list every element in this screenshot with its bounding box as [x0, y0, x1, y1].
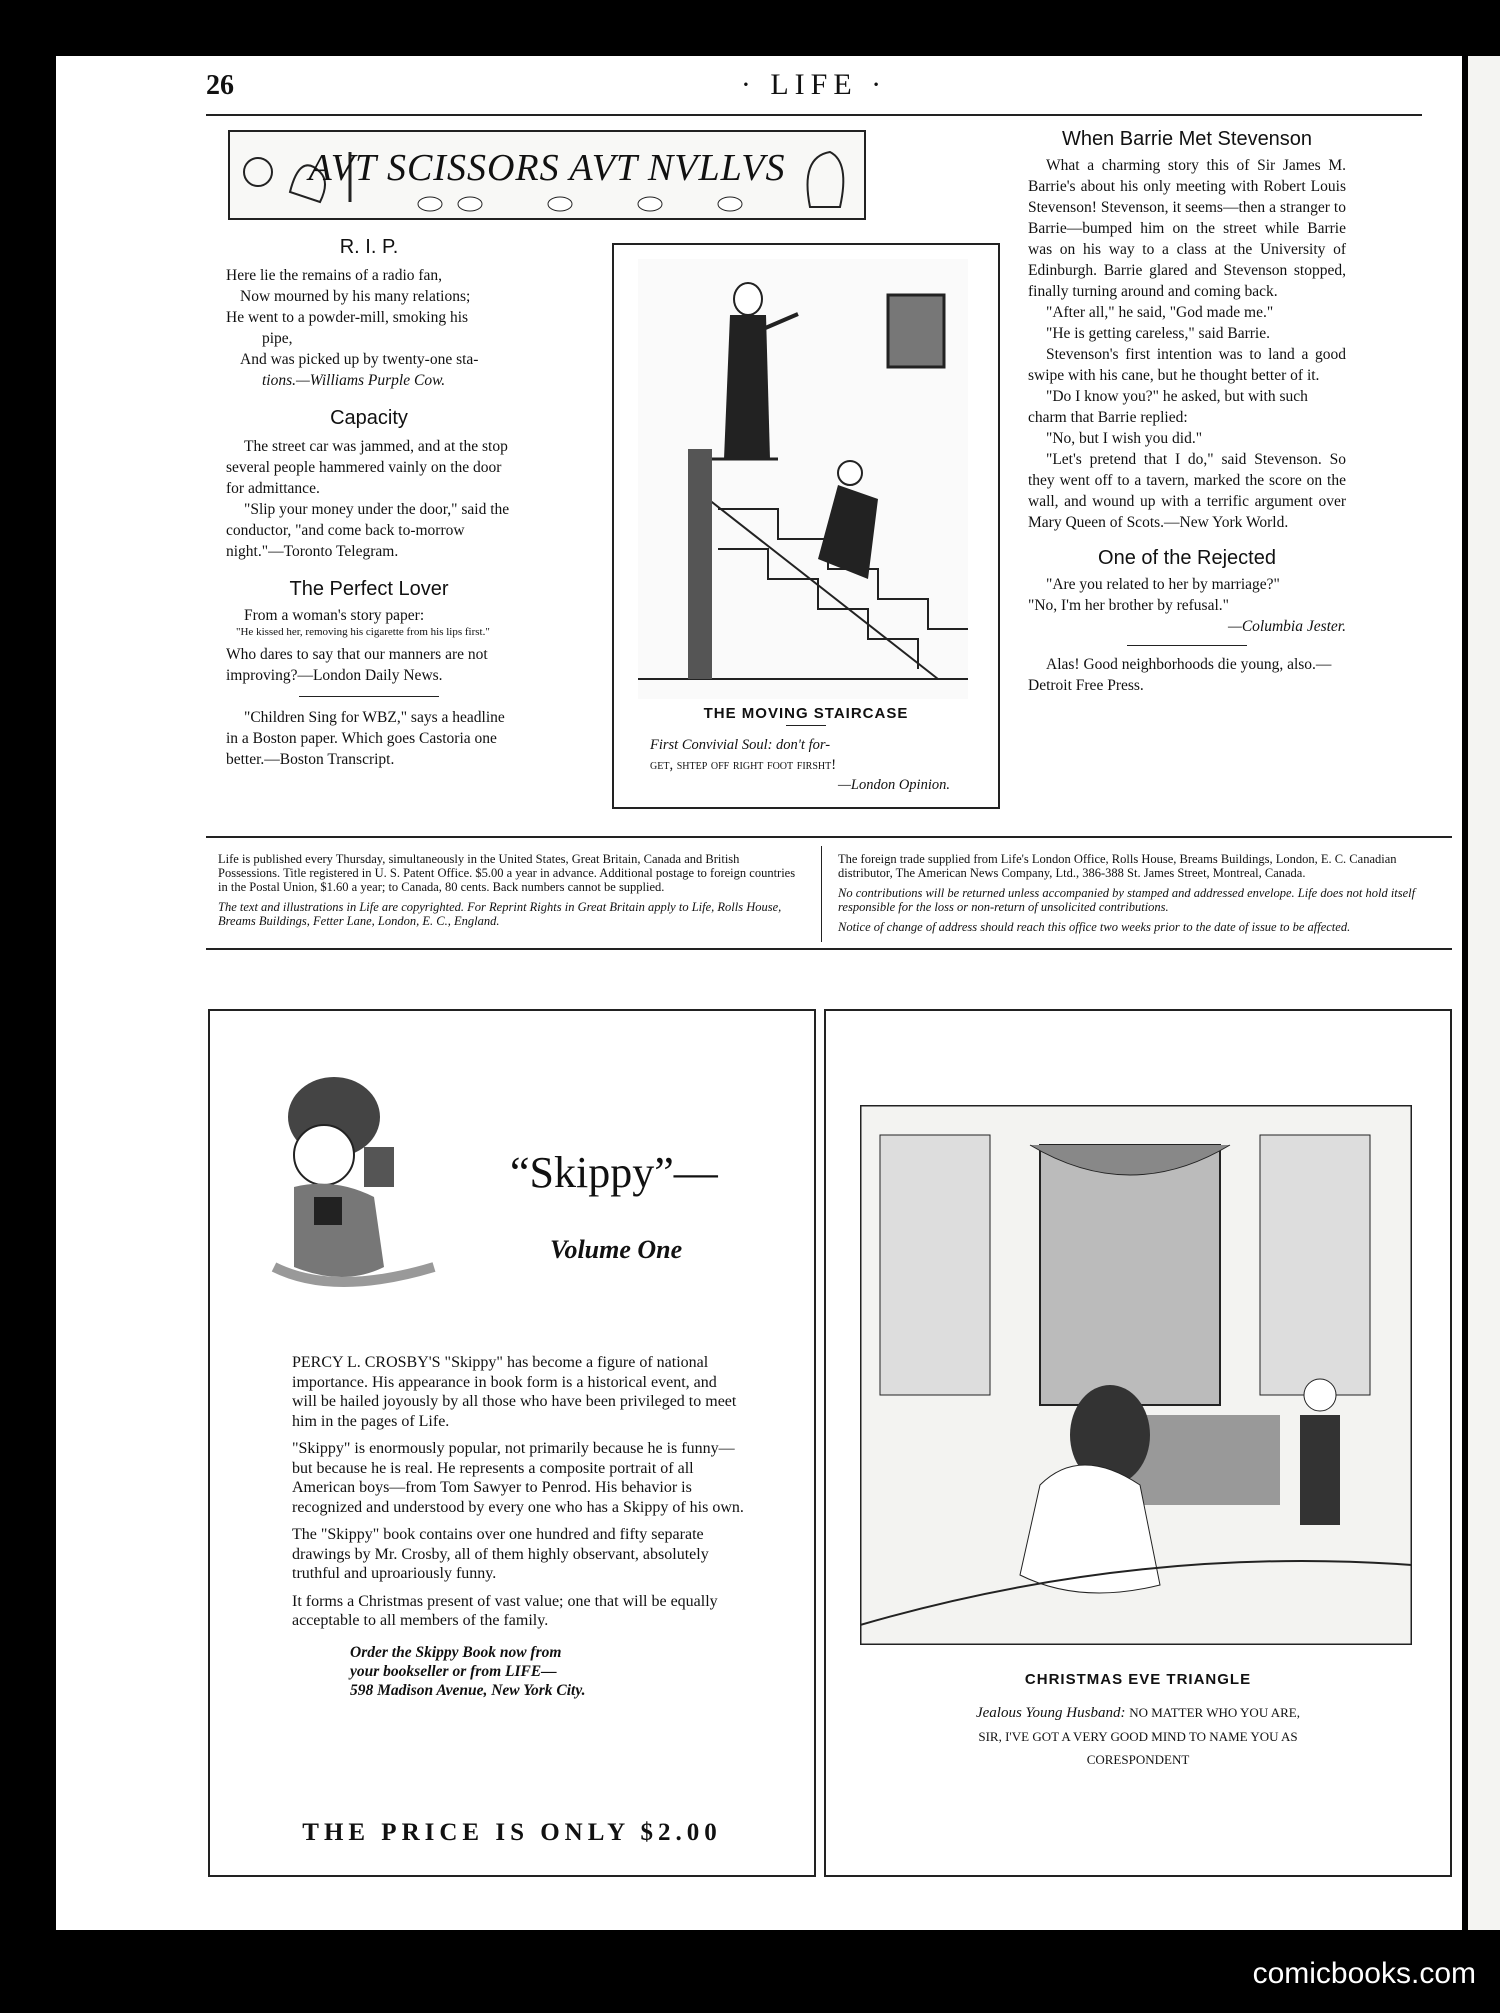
moving-staircase-cartoon — [612, 243, 1000, 809]
cartoon2-line1-text: NO MATTER WHO YOU ARE, — [1129, 1705, 1300, 1720]
rip-line: Now mourned by his many relations; — [240, 288, 471, 305]
barrie-p3: "He is getting careless," said Barrie. — [1046, 325, 1270, 342]
christmas-eve-cartoon — [824, 1009, 1452, 1877]
skippy-subtitle: Volume One — [550, 1235, 683, 1264]
skippy-illustration — [234, 1057, 444, 1307]
skippy-p3: The "Skippy" book contains over one hundred and fifty separate drawings by Mr. Crosby, all of them highly observant, absolutely truthful and uproariously funny. — [292, 1526, 709, 1582]
magazine-title: · LIFE · — [740, 68, 888, 101]
barrie-p5: "Do I know you?" he asked, but with such charm that Barrie replied: — [1028, 388, 1308, 426]
skippy-body — [292, 1353, 744, 1700]
notice-rule-top — [206, 836, 1452, 838]
cartoon2-caption — [826, 1701, 1450, 1771]
banner-title: AVT SCISSORS AVT NVLLVS — [308, 147, 786, 189]
skippy-p4: It forms a Christmas present of vast value; one that will be equally acceptable to all members of the family. — [292, 1592, 718, 1629]
divider — [299, 696, 439, 697]
capacity-p1: The street car was jammed, and at the stop several people hammered vainly on the door for admittance. — [226, 438, 508, 497]
cartoon1-caption — [650, 735, 970, 795]
skippy-advertisement — [208, 1009, 816, 1877]
barrie-p7: "Let's pretend that I do," said Stevenson. So they went off to a tavern, marked the score on the wall, and wound up with a terrific argument over Mary Queen of Scots.—New York World. — [1028, 451, 1346, 531]
rip-line: He went to a powder-mill, smoking his — [226, 309, 469, 326]
rejected-source: —Columbia Jester. — [1228, 618, 1346, 635]
perfect-lover-intro: From a woman's story paper: — [244, 607, 425, 624]
notice-rule-bottom — [206, 948, 1452, 950]
perfect-lover-body: Who dares to say that our manners are not improving?—London Daily News. — [226, 646, 488, 684]
cartoon2-line1 — [826, 1701, 1450, 1725]
barrie-p6: "No, but I wish you did." — [1046, 430, 1203, 447]
notice-right-2: No contributions will be returned unless accompanied by stamped and addressed envelope. Life does not hold itself responsible for the loss or non-return of unsolicited contributions. — [838, 886, 1416, 914]
cartoon1-line2: get, shtep off right foot firsht! — [650, 757, 837, 773]
notice-divider — [821, 846, 822, 942]
rip-line: pipe, — [262, 330, 293, 347]
cartoon2-speaker: Jealous Young Husband: — [975, 1705, 1126, 1721]
skippy-p2: "Skippy" is enormously popular, not primarily because he is funny—but because he is real. He represents a composite portrait of all American boys—from Tom Sawyer to Penrod. His behavior is recognized and understood by every one who has a Skippy of his own. — [292, 1440, 744, 1516]
cartoon1-line1: First Convivial Soul: don't for- — [650, 737, 831, 753]
skippy-price: THE PRICE IS ONLY $2.00 — [302, 1819, 722, 1846]
capacity-p2: "Slip your money under the door," said the conductor, "and come back to-morrow night."—Toronto Telegram. — [226, 501, 510, 560]
barrie-p4: Stevenson's first intention was to land a good swipe with his cane, but he thought better of it. — [1028, 346, 1346, 384]
notice-left-2: The text and illustrations in Life are copyrighted. For Reprint Rights in Great Britain apply to Life, Rolls House, Breams Buildings, Fetter Lane, London, E. C., England. — [218, 900, 782, 928]
divider — [1127, 645, 1247, 646]
notice-right-3: Notice of change of address should reach this office two weeks prior to the date of issue to be affected. — [838, 920, 1351, 934]
skippy-order-3: 598 Madison Avenue, New York City. — [350, 1681, 586, 1699]
rip-line: And was picked up by twenty-one sta- — [240, 351, 479, 368]
cartoon1-title: THE MOVING STAIRCASE — [703, 705, 909, 722]
watermark: comicbooks.com — [1252, 1957, 1476, 1990]
skippy-order-1: Order the Skippy Book now from — [350, 1643, 562, 1661]
page-number: 26 — [206, 70, 234, 101]
rip-title: R. I. P. — [339, 236, 399, 258]
rejected-question: "Are you related to her by marriage?" — [1046, 576, 1280, 593]
rip-line: Here lie the remains of a radio fan, — [226, 267, 443, 284]
cartoon2-line3: CORESPONDENT — [1086, 1752, 1190, 1767]
publication-notice-right — [838, 852, 1448, 934]
children-item: "Children Sing for WBZ," says a headline in a Boston paper. Which goes Castoria one better.—Boston Transcript. — [226, 709, 505, 768]
notice-left-1: Life is published every Thursday, simultaneously in the United States, Great Britain, Canada and British Possessions. Title registered in U. S. Patent Office. $5.00 a year in advance. Additional postage to foreign countries in the Postal Union, $1.60 a year; to Canada, 80 cents. Back numbers cannot be supplied. — [218, 852, 796, 894]
cartoon2-title: CHRISTMAS EVE TRIANGLE — [1024, 1671, 1252, 1688]
column-banner — [228, 130, 866, 220]
barrie-p1: What a charming story this of Sir James M. Barrie's about his only meeting with Robert Louis Stevenson! Stevenson, it seems—then a stranger to Barrie—bumped him on the street while Barrie was on his way to a class at the University of Edinburgh. Barrie glared and Stevenson stopped, finally turning around and coming back. — [1028, 157, 1346, 300]
skippy-title: “Skippy”— — [510, 1148, 718, 1197]
adjacent-page-edge — [1468, 56, 1500, 1930]
barrie-title: When Barrie Met Stevenson — [1061, 128, 1313, 150]
christmas-illustration — [860, 1105, 1412, 1645]
page-header — [206, 70, 1422, 116]
barrie-p2: "After all," he said, "God made me." — [1046, 304, 1274, 321]
skippy-order-2: your bookseller or from LIFE— — [350, 1662, 557, 1680]
rip-line: tions.—Williams Purple Cow. — [262, 372, 446, 389]
cartoon1-rule — [786, 725, 826, 726]
cartoon2-line2: SIR, I'VE GOT A VERY GOOD MIND TO NAME YOU AS — [978, 1729, 1298, 1744]
notice-right-1: The foreign trade supplied from Life's London Office, Rolls House, Breams Buildings, London, E. C. Canadian distributor, The American News Company, Ltd., 386-388 St. James Street, Montreal, Canada. — [838, 852, 1397, 880]
perfect-lover-title: The Perfect Lover — [289, 578, 449, 600]
rejected-answer: "No, I'm her brother by refusal." — [1028, 597, 1229, 614]
magazine-page — [56, 56, 1462, 1930]
skippy-p1: PERCY L. CROSBY'S "Skippy" has become a figure of national importance. His appearance in book form is a historical event, and will be hailed joyously by all those who have been privileged to meet him in the pages of Life. — [292, 1354, 737, 1430]
rip-poem — [226, 265, 512, 391]
staircase-illustration — [638, 259, 968, 699]
rejected-title: One of the Rejected — [1098, 547, 1276, 569]
right-column — [1028, 128, 1346, 696]
publication-notice-left — [218, 852, 798, 928]
alas-item: Alas! Good neighborhoods die young, also.—Detroit Free Press. — [1028, 656, 1332, 694]
left-column — [226, 236, 512, 770]
perfect-lover-quote: "He kissed her, removing his cigarette from his lips first." — [236, 626, 490, 638]
capacity-title: Capacity — [330, 407, 408, 429]
cartoon1-source: —London Opinion. — [838, 777, 950, 793]
skippy-order — [292, 1643, 744, 1700]
